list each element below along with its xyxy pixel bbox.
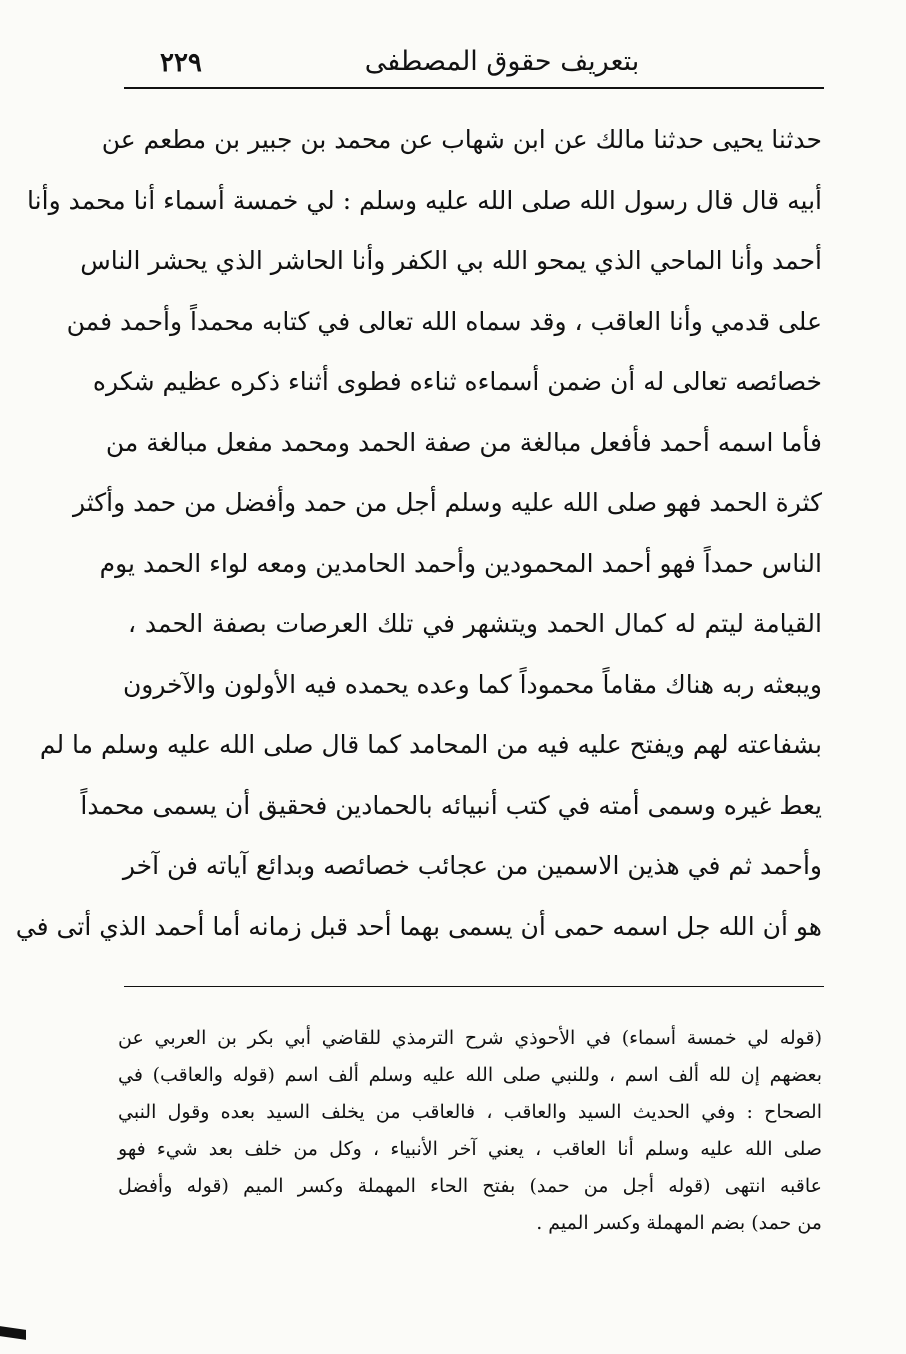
footnote-line: (قوله لي خمسة أسماء) في الأحوذي شرح الترمذي للقاضي أبي بكر بن العربي عن	[118, 1027, 822, 1049]
text-line: ويبعثه ربه هناك مقاماً محموداً كما وعده يحمده فيه الأولون والآخرون	[122, 669, 822, 699]
footnote-rule	[124, 986, 824, 987]
footnote-line: بعضهم إن لله ألف اسم ، وللنبي صلى الله عليه وسلم ألف اسم (قوله والعاقب) في	[118, 1064, 822, 1086]
text-line: أحمد وأنا الماحي الذي يمحو الله بي الكفر وأنا الحاشر الذي يحشر الناس	[80, 246, 822, 275]
text-line: الناس حمداً فهو أحمد المحمودين وأحمد الحامدين ومعه لواء الحمد يوم	[99, 548, 822, 578]
text-line: هو أن الله جل اسمه حمى أن يسمى بهما أحد قبل زمانه أما أحمد الذي أتى في	[15, 911, 822, 941]
main-text	[15, 110, 822, 957]
header-rule	[124, 87, 824, 89]
text-line: وأحمد ثم في هذين الاسمين من عجائب خصائصه وبدائع آياته فن آخر	[122, 851, 822, 880]
text-line: يعط غيره وسمى أمته في كتب أنبيائه بالحمادين فحقيق أن يسمى محمداً	[80, 790, 822, 820]
text-line: فأما اسمه أحمد فأفعل مبالغة من صفة الحمد ومحمد مفعل مبالغة من	[105, 427, 822, 457]
page-header	[132, 40, 822, 86]
running-title: بتعريف حقوق المصطفى	[364, 46, 640, 77]
scan-edge-mark	[0, 1326, 26, 1340]
footnote-line: عاقبه انتهى (قوله أجل من حمد) بفتح الحاء المهملة وكسر الميم (قوله وأفضل	[118, 1175, 822, 1197]
footnote-line: الصحاح : وفي الحديث السيد والعاقب ، فالعاقب من يخلف السيد بعده وقول النبي	[118, 1101, 822, 1123]
text-line: خصائصه تعالى له أن ضمن أسماءه ثناءه فطوى أثناء ذكره عظيم شكره	[92, 367, 822, 396]
footnote-line: من حمد) بضم المهملة وكسر الميم .	[536, 1212, 822, 1234]
footnote-line: صلى الله عليه وسلم أنا العاقب ، يعني آخر الأنبياء ، وكل من خلف بعد شيء فهو	[118, 1138, 822, 1160]
page-number: ٢٢٩	[160, 48, 202, 78]
text-line: حدثنا يحيى حدثنا مالك عن ابن شهاب عن محمد بن جبير بن مطعم عن	[101, 125, 822, 154]
text-line: كثرة الحمد فهو صلى الله عليه وسلم أجل من حمد وأفضل من حمد وأكثر	[72, 488, 822, 517]
text-line: أبيه قال قال رسول الله صلى الله عليه وسلم : لي خمسة أسماء أنا محمد وأنا	[27, 185, 822, 215]
footnotes	[118, 1020, 822, 1242]
text-line: بشفاعته لهم ويفتح عليه فيه من المحامد كما قال صلى الله عليه وسلم ما لم	[39, 730, 822, 759]
text-line: القيامة ليتم له كمال الحمد ويتشهر في تلك العرصات بصفة الحمد ،	[128, 609, 822, 638]
text-line: على قدمي وأنا العاقب ، وقد سماه الله تعالى في كتابه محمداً وأحمد فمن	[66, 306, 822, 336]
